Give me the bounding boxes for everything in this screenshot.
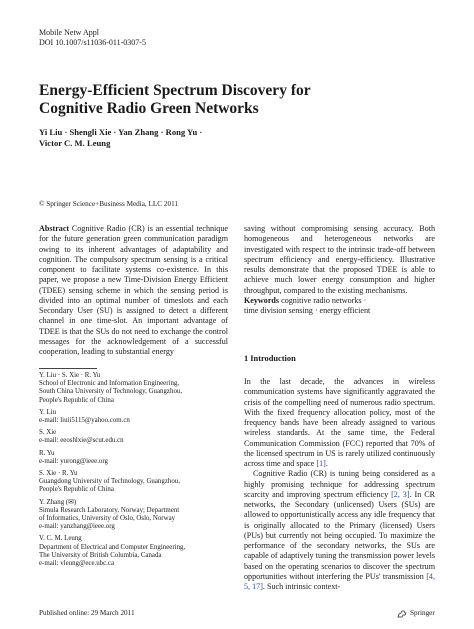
citation-link[interactable]: [1]	[316, 459, 326, 468]
abstract-label: Abstract	[39, 224, 70, 233]
abstract-text-left: Cognitive Radio (CR) is an essential technique for the future generation green communication paradigm owing to its inherent advantages of adaptability and cognition. The compulsory spectrum sensing is a critical component to facilitate systems co-existence. In this paper, we propose a new Time-Division Energy Efficient (TDEE) sensing scheme in which the sensing period is divided into an optimal number of timeslots and each Secondary User (SU) is assigned to detect a different channel in one time-slot. An important advantage of TDEE is that the SUs do not need to exchange the control messages for the acknowledgement of a successful cooperation, leading to substantial energy	[39, 224, 228, 356]
affiliation-names: S. Xie	[39, 429, 57, 437]
affiliation-line: People's Republic of China	[39, 396, 114, 404]
intro-p2-mid: . In CR networks, the Secondary (unlicensed) Users (SUs) are allowed to opportunistically access any idle frequency that is originally allocated to the Primary (licensed) Users (PUs) but currently not being occupied. To maximize the performance of the secondary networks, the SUs are capable of adaptively tuning the transmission power levels based on the operating scenarios to discover the spectrum opportunities without interfering the PUs' transmission	[244, 489, 435, 581]
keywords-line-2: time division sensing · energy efficient	[244, 306, 371, 315]
intro-p1-text: In the last decade, the advances in wireless communication systems have significantly aggravated the crisis of the compelling need of numerous radio spectrum. With the fixed frequency allocation policy, most of the frequency bands have been already assigned to various wireless standards. At the same time, the Federal Communication Commission (FCC) reported that 70% of the licensed spectrum in US is rarely utilized continuously across time and space	[244, 377, 435, 468]
email-line[interactable]: e-mail: vleung@ece.ubc.ca	[39, 560, 115, 568]
paper-title: Energy-Efficient Spectrum Discovery for Cognitive Radio Green Networks	[39, 82, 311, 117]
journal-name: Mobile Netw Appl	[39, 28, 99, 37]
affiliation-line: People's Republic of China	[39, 486, 114, 494]
affiliation-names: R. Yu	[39, 449, 55, 457]
citation-link[interactable]: [4, 5, 17]	[244, 571, 435, 591]
affiliation-line: South China University of Technology, Guangzhou,	[39, 388, 183, 396]
introduction-body	[244, 377, 435, 592]
affiliation-names: Y. Liu	[39, 408, 57, 416]
keywords-line-1: cognitive radio networks ·	[281, 295, 367, 305]
affiliation-names: Y. Zhang (✉)	[39, 498, 77, 506]
affiliation-names: Y. Liu · S. Xie · R. Yu	[39, 372, 101, 379]
doi: DOI 10.1007/s11036-011-0307-5	[39, 38, 146, 47]
affiliations	[39, 372, 239, 572]
springer-horse-icon	[397, 610, 407, 618]
intro-paragraph-1	[244, 377, 435, 469]
email-line[interactable]: e-mail: yurong@ieee.org	[39, 457, 108, 465]
journal-header	[39, 28, 146, 48]
abstract-text-right: saving without compromising sensing accuracy. Both homogeneous and heterogeneous networks are investigated with respect to the intrinsic trade-off between spectrum efficiency and energy-efficiency. Illustrative results demonstrate that the proposed TDEE is able to achieve much lower energy consumption and higher throughput, compared to the existing mechanisms.	[244, 224, 435, 295]
affiliation-block	[39, 499, 239, 532]
copyright-notice: © Springer Science+Business Media, LLC 2011	[39, 200, 179, 208]
intro-paragraph-2	[244, 469, 435, 592]
affiliation-block	[39, 372, 239, 405]
section-heading-introduction	[244, 354, 435, 364]
citation-link[interactable]: [2, 3]	[391, 489, 410, 499]
affiliation-block	[39, 470, 239, 495]
author-line-2: Victor C. M. Leung	[39, 138, 111, 148]
publisher-name: Springer	[410, 609, 435, 617]
author-list	[39, 127, 202, 149]
keywords	[244, 296, 435, 317]
affiliation-block	[39, 409, 239, 425]
affiliation-block	[39, 450, 239, 466]
intro-p1-end: .	[325, 459, 328, 468]
footnote-divider	[39, 368, 97, 369]
affiliation-line: School of Electronic and Information Engineering,	[39, 380, 180, 388]
affiliation-line: Guangdong University of Technology, Guangzhou,	[39, 478, 180, 486]
affiliation-block	[39, 535, 239, 568]
affiliation-line: Simula Research Laboratory, Norway; Department	[39, 506, 180, 514]
intro-p2-end: . Such intrinsic context-	[262, 582, 341, 591]
intro-p2-text: Cognitive Radio (CR) is tuning being considered as a highly promising technique for addressing spectrum scarcity and improving spectrum efficiency	[244, 469, 435, 499]
published-date: Published online: 29 March 2011	[39, 609, 135, 617]
affiliation-line: of Informatics, University of Oslo, Oslo, Norway	[39, 515, 176, 523]
email-line[interactable]: e-mail: liuii5115@yahoo.com.cn	[39, 417, 130, 425]
affiliation-names: V. C. M. Leung	[39, 535, 82, 543]
affiliation-line: Department of Electrical and Computer Engineering,	[39, 543, 186, 551]
publisher-mark	[397, 609, 435, 618]
abstract-left-column	[39, 224, 228, 357]
affiliation-line: The University of British Columbia, Canada	[39, 551, 162, 559]
affiliation-names: S. Xie · R. Yu	[39, 470, 78, 478]
section-heading: 1 Introduction	[244, 354, 296, 363]
email-line[interactable]: e-mail: eeoshlxie@scut.edu.cn	[39, 437, 124, 445]
keywords-label: Keywords	[244, 295, 280, 305]
affiliation-block	[39, 429, 239, 445]
email-line[interactable]: e-mail: yanzhang@ieee.org	[39, 523, 115, 531]
author-line-1: Yi Liu · Shengli Xie · Yan Zhang · Rong Yu ·	[39, 127, 203, 137]
abstract-right-column	[244, 224, 435, 316]
